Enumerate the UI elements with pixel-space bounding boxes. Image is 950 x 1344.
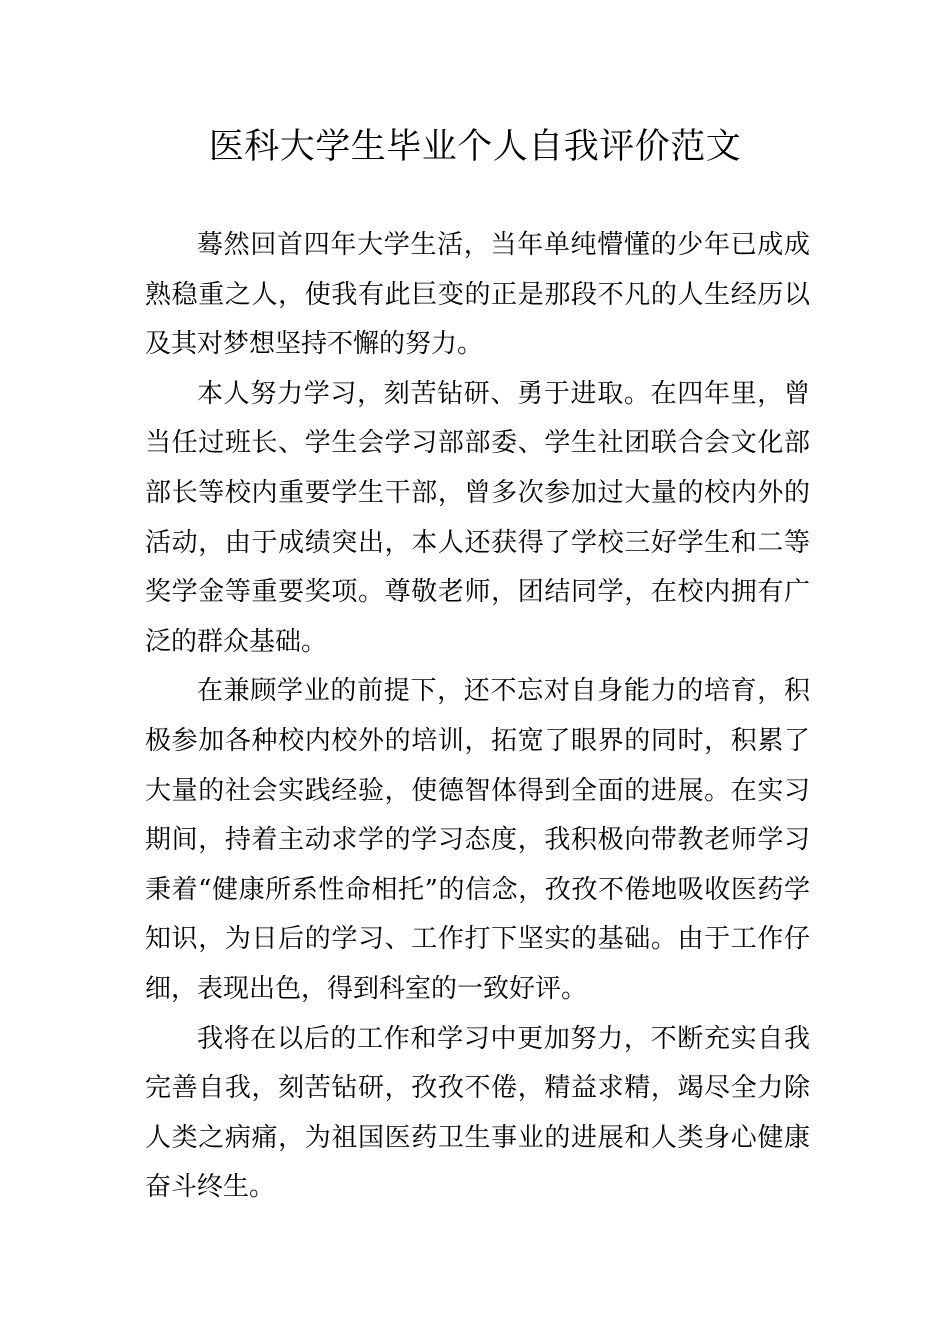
- paragraph-1: 蓦然回首四年大学生活，当年单纯懵懂的少年已成成熟稳重之人，使我有此巨变的正是那段不凡的人生经历以及其对梦想坚持不懈的努力。: [145, 230, 810, 360]
- paragraph-3: 在兼顾学业的前提下，还不忘对自身能力的培育，积极参加各种校内校外的培训，拓宽了眼界的同时，积累了大量的社会实践经验，使德智体得到全面的进展。在实习期间，持着主动求学的学习态度，我积极向带教老师学习秉着“健康所系性命相托”的信念，孜孜不倦地吸收医药学知识，为日后的学习、工作打下坚实的基础。由于工作仔细，表现出色，得到科室的一致好评。: [145, 676, 810, 1004]
- document-body: [145, 221, 810, 1213]
- document-title: 医科大学生毕业个人自我评价范文: [208, 127, 742, 167]
- paragraph-4: 我将在以后的工作和学习中更加努力，不断充实自我完善自我，刻苦钻研，孜孜不倦，精益求精，竭尽全力除人类之病痛，为祖国医药卫生事业的进展和人类身心健康奋斗终生。: [145, 1023, 810, 1203]
- paragraph-2: 本人努力学习，刻苦钻研、勇于进取。在四年里，曾当任过班长、学生会学习部部委、学生社团联合会文化部部长等校内重要学生干部，曾多次参加过大量的校内外的活动，由于成绩突出，本人还获得了学校三好学生和二等奖学金等重要奖项。尊敬老师，团结同学，在校内拥有广泛的群众基础。: [145, 378, 810, 657]
